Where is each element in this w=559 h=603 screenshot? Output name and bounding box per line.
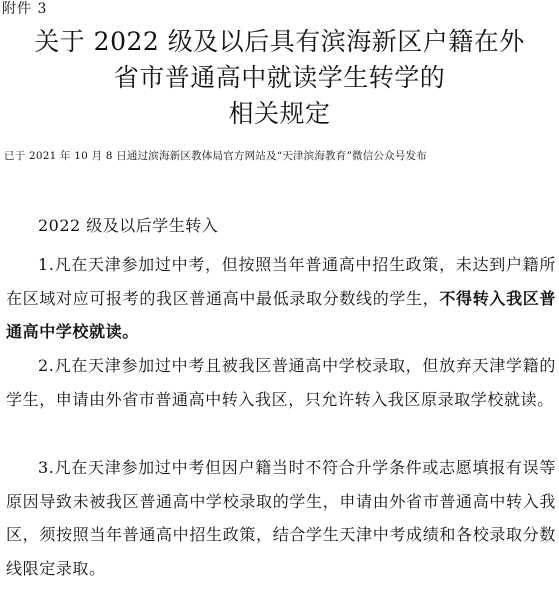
paragraph-1-bold-text: 不得转入我区普通高中学校就读。 <box>6 288 557 342</box>
section-heading: 2022 级及以后学生转入 <box>38 216 219 235</box>
paragraph-3-text: 3.凡在天津参加过中考但因户籍当时不符合升学条件或志愿填报有误等原因导致未被我区普通高中学校录取的学生，申请由外省市普通高中转入我区，须按照当年普通高中招生政策，结合学生天津中考成绩和各校录取分数线限定录取。 <box>6 458 556 578</box>
title-line-3: 相关规定 <box>228 99 331 128</box>
title-line-1: 关于 2022 级及以后具有滨海新区户籍在外 <box>34 27 525 56</box>
paragraph-1 <box>6 248 556 349</box>
attachment-label: 附件 3 <box>2 1 48 17</box>
paragraph-2-text: 2.凡在天津参加过中考且被我区普通高中学校录取，但放弃天津学籍的学生，申请由外省市普通高中转入我区，只允许转入我区原录取学校就读。 <box>6 356 556 409</box>
title-line-2: 省市普通高中就读学生转学的 <box>113 63 446 92</box>
paragraph-1-text: 1.凡在天津参加过中考，但按照当年普通高中招生政策，未达到户籍所在区域对应可报考的我区普通高中最低录取分数线的学生， <box>6 255 556 308</box>
publication-note: 已于 2021 年 10 月 8 日通过滨海新区教体局官方网站及“天津滨海教育”微信公众号发布 <box>4 150 427 162</box>
paragraph-2 <box>6 349 556 416</box>
paragraph-3 <box>6 451 556 585</box>
